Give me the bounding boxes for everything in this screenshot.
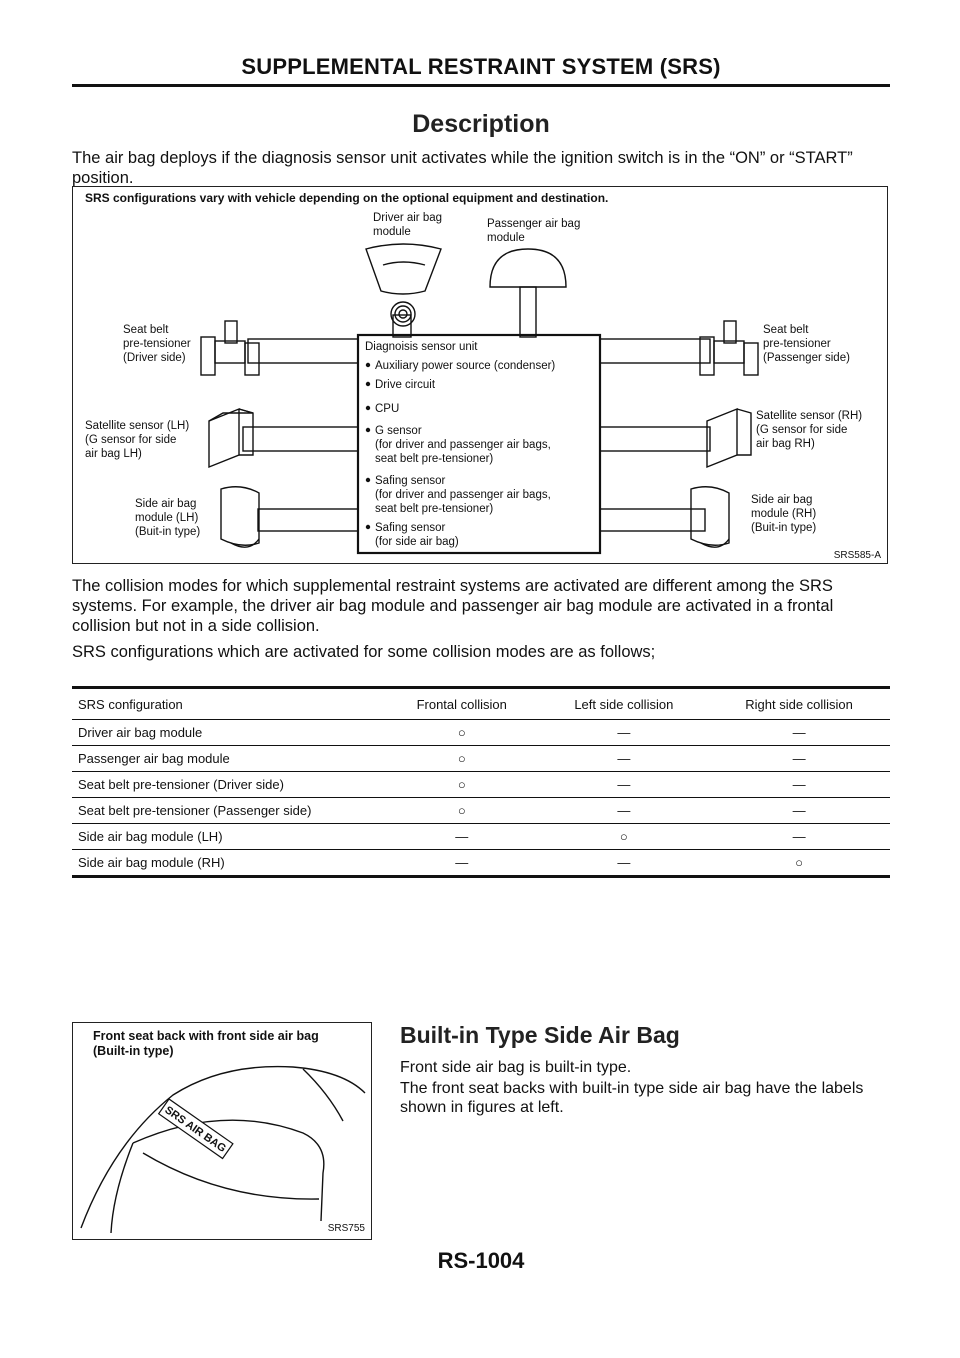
- cell: —: [708, 798, 890, 824]
- cell: ○: [384, 720, 539, 746]
- collision-paragraph: The collision modes for which supplemental restraint systems are activated are different among the SRS systems. For example, the driver air bag module and passenger air bag module are activated in a frontal collision but not in a side collision.: [72, 577, 834, 635]
- satellite-lh-label: Satellite sensor (LH) (G sensor for side air bag LH): [85, 420, 190, 460]
- cell: Side air bag module (LH): [72, 824, 384, 850]
- intro-paragraph: The air bag deploys if the diagnosis sensor unit activates while the ignition switch is in the “ON” or “START” position.: [72, 149, 853, 187]
- seat-back-figure: [72, 1022, 372, 1240]
- collision-table: [72, 686, 890, 878]
- cell: ○: [539, 824, 708, 850]
- seatbelt-passenger-label: Seat belt pre-tensioner (Passenger side): [763, 324, 850, 364]
- seatbelt-driver-label: Seat belt pre-tensioner (Driver side): [123, 324, 191, 364]
- cell: Side air bag module (RH): [72, 850, 384, 877]
- builtin-title: Built-in Type Side Air Bag: [400, 1022, 680, 1048]
- cell: ○: [384, 772, 539, 798]
- cell: —: [708, 772, 890, 798]
- cell: Seat belt pre-tensioner (Driver side): [72, 772, 384, 798]
- col-right-side: Right side collision: [708, 688, 890, 720]
- seat-back-caption: Front seat back with front side air bag (Built-in type): [93, 1029, 319, 1058]
- table-row: [72, 720, 890, 746]
- cell: —: [539, 746, 708, 772]
- cell: Seat belt pre-tensioner (Passenger side): [72, 798, 384, 824]
- cell: —: [539, 772, 708, 798]
- builtin-paragraph: [400, 1058, 890, 1117]
- cell: Driver air bag module: [72, 720, 384, 746]
- cell: ○: [384, 798, 539, 824]
- cell: —: [539, 850, 708, 877]
- cell: ○: [384, 746, 539, 772]
- cell: Passenger air bag module: [72, 746, 384, 772]
- col-frontal: Frontal collision: [384, 688, 539, 720]
- side-airbag-rh-label: Side air bag module (RH) (Buit-in type): [751, 494, 817, 534]
- cell: —: [539, 798, 708, 824]
- driver-airbag-label: Driver air bag module: [373, 212, 443, 238]
- table-row: [72, 746, 890, 772]
- page-number: RS-1004: [437, 1248, 525, 1273]
- diagram-note: SRS configurations vary with vehicle depending on the optional equipment and destination.: [85, 191, 609, 205]
- unit-item-power: Auxiliary power source (condenser): [375, 360, 556, 372]
- diagnosis-unit-title: Diagnoisis sensor unit: [365, 341, 478, 353]
- side-airbag-lh-label: Side air bag module (LH) (Buit-in type): [135, 498, 201, 538]
- collision-lead: SRS configurations which are activated for some collision modes are as follows;: [72, 643, 656, 661]
- airbag-label-text: SRS AIR BAG: [162, 1104, 229, 1156]
- col-left-side: Left side collision: [539, 688, 708, 720]
- table-row: [72, 772, 890, 798]
- srs-configuration-diagram: [72, 186, 888, 564]
- unit-item-safing-1: Safing sensor (for driver and passenger air bags, seat belt pre-tensioner): [375, 475, 551, 515]
- table-row: [72, 850, 890, 877]
- unit-item-cpu: CPU: [375, 403, 400, 415]
- cell: —: [539, 720, 708, 746]
- table-row: [72, 798, 890, 824]
- passenger-airbag-label: Passenger air bag module: [487, 218, 581, 244]
- unit-item-drive: Drive circuit: [375, 379, 436, 391]
- diagram-ref: SRS585-A: [833, 550, 881, 561]
- cell: —: [384, 824, 539, 850]
- satellite-rh-label: Satellite sensor (RH) (G sensor for side air bag RH): [756, 410, 863, 450]
- table-header-row: [72, 688, 890, 720]
- col-srs-config: SRS configuration: [72, 688, 384, 720]
- cell: —: [708, 746, 890, 772]
- header-rule: [72, 84, 890, 87]
- cell: ○: [708, 850, 890, 877]
- builtin-line-1: Front side air bag is built-in type.: [400, 1059, 632, 1076]
- cell: —: [384, 850, 539, 877]
- builtin-line-2: The front seat backs with built-in type side air bag have the labels shown in figures at left.: [400, 1080, 864, 1116]
- unit-item-g-sensor: G sensor (for driver and passenger air bags, seat belt pre-tensioner): [375, 425, 551, 465]
- unit-item-safing-2: Safing sensor (for side air bag): [375, 522, 459, 548]
- cell: —: [708, 824, 890, 850]
- table-row: [72, 824, 890, 850]
- section-title: SUPPLEMENTAL RESTRAINT SYSTEM (SRS): [241, 54, 721, 79]
- description-title: Description: [412, 110, 550, 138]
- seat-back-ref: SRS755: [327, 1223, 365, 1234]
- cell: —: [708, 720, 890, 746]
